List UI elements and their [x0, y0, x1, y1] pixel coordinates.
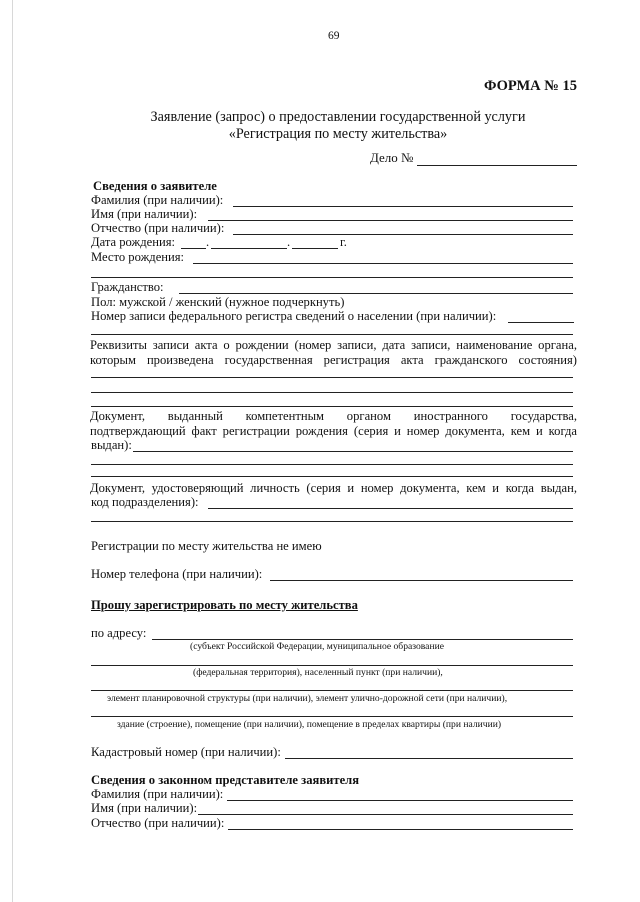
applicant-patronymic-field[interactable]	[233, 234, 573, 235]
foreign-doc-label-line1: Документ, выданный компетентным органом иностранного государства,	[90, 409, 577, 423]
citizenship-field[interactable]	[179, 293, 573, 294]
foreign-doc-field[interactable]	[133, 451, 573, 452]
foreign-doc-field[interactable]	[91, 464, 573, 465]
birth-year-field[interactable]	[292, 248, 338, 249]
birth-record-label-line1: Реквизиты записи акта о рождении (номер записи, дата записи, наименование органа,	[90, 338, 577, 352]
form-title-line1: Заявление (запрос) о предоставлении государственной услуги	[150, 109, 526, 125]
representative-surname-label: Фамилия (при наличии):	[91, 787, 224, 801]
applicant-patronymic-label: Отчество (при наличии):	[91, 221, 225, 235]
representative-name-label: Имя (при наличии):	[91, 801, 198, 815]
birth-record-label-line2: которым произведена государственная регистрация акта гражданского состояния)	[90, 353, 577, 367]
registry-number-field-extra[interactable]	[91, 334, 573, 335]
address-hint-3: элемент планировочной структуры (при наличии), элемент улично-дорожной сети (при наличии),	[107, 693, 508, 704]
address-field-line2[interactable]	[91, 665, 573, 666]
identity-doc-label-line2: код подразделения):	[91, 495, 199, 509]
request-heading: Прошу зарегистрировать по месту жительства	[91, 598, 358, 612]
foreign-doc-label-line3: выдан):	[91, 438, 132, 452]
identity-doc-label-line1: Документ, удостоверяющий личность (серия и номер документа, кем и когда выдан,	[90, 481, 577, 495]
birth-day-field[interactable]	[181, 248, 206, 249]
case-number-field[interactable]	[417, 165, 577, 166]
registry-number-label: Номер записи федерального регистра сведений о населении (при наличии):	[91, 309, 497, 323]
birth-record-field[interactable]	[91, 392, 573, 393]
page-number: 69	[328, 30, 340, 42]
birth-date-label: Дата рождения:	[91, 235, 175, 249]
birth-month-field[interactable]	[211, 248, 287, 249]
birth-place-label: Место рождения:	[91, 250, 185, 264]
no-registration-text: Регистрации по месту жительства не имею	[91, 539, 322, 553]
applicant-surname-label: Фамилия (при наличии):	[91, 193, 224, 207]
birth-date-separator: .	[287, 235, 291, 249]
representative-heading: Сведения о законном представителе заявителя	[91, 773, 360, 787]
address-hint-1: (субъект Российской Федерации, муниципальное образование	[190, 641, 444, 652]
applicant-heading: Сведения о заявителе	[93, 179, 217, 193]
birth-year-suffix: г.	[340, 235, 347, 249]
birth-record-field[interactable]	[91, 377, 573, 378]
address-field-line1[interactable]	[152, 639, 573, 640]
cadastral-label: Кадастровый номер (при наличии):	[91, 745, 281, 759]
foreign-doc-field[interactable]	[91, 476, 573, 477]
address-field-line3[interactable]	[91, 690, 573, 691]
applicant-surname-field[interactable]	[233, 206, 573, 207]
birth-record-field[interactable]	[91, 406, 573, 407]
foreign-doc-label-line2: подтверждающий факт регистрации рождения (серия и номер документа, кем и когда	[90, 424, 577, 438]
address-hint-2: (федеральная территория), населенный пункт (при наличии),	[193, 667, 443, 678]
address-label: по адресу:	[91, 626, 147, 640]
sex-label: Пол: мужской / женский (нужное подчеркнуть)	[91, 295, 345, 309]
address-field-line4[interactable]	[91, 716, 573, 717]
address-hint-4: здание (строение), помещение (при наличии), помещение в пределах квартиры (при наличии)	[117, 719, 502, 730]
representative-patronymic-label: Отчество (при наличии):	[91, 816, 225, 830]
case-number-label: Дело №	[370, 150, 414, 165]
birth-place-field-extra[interactable]	[91, 277, 573, 278]
birth-place-field[interactable]	[193, 263, 573, 264]
applicant-name-field[interactable]	[208, 220, 573, 221]
applicant-name-label: Имя (при наличии):	[91, 207, 198, 221]
form-title-line2: «Регистрация по месту жительства»	[228, 126, 448, 142]
representative-surname-field[interactable]	[227, 800, 573, 801]
phone-field[interactable]	[270, 580, 573, 581]
identity-doc-field[interactable]	[208, 508, 573, 509]
identity-doc-field[interactable]	[91, 521, 573, 522]
registry-number-field[interactable]	[508, 322, 574, 323]
representative-name-field[interactable]	[198, 814, 573, 815]
birth-date-separator: .	[206, 235, 210, 249]
citizenship-label: Гражданство:	[91, 280, 164, 294]
form-label: ФОРМА № 15	[484, 78, 577, 94]
phone-label: Номер телефона (при наличии):	[91, 567, 263, 581]
representative-patronymic-field[interactable]	[228, 829, 573, 830]
cadastral-field[interactable]	[285, 758, 573, 759]
